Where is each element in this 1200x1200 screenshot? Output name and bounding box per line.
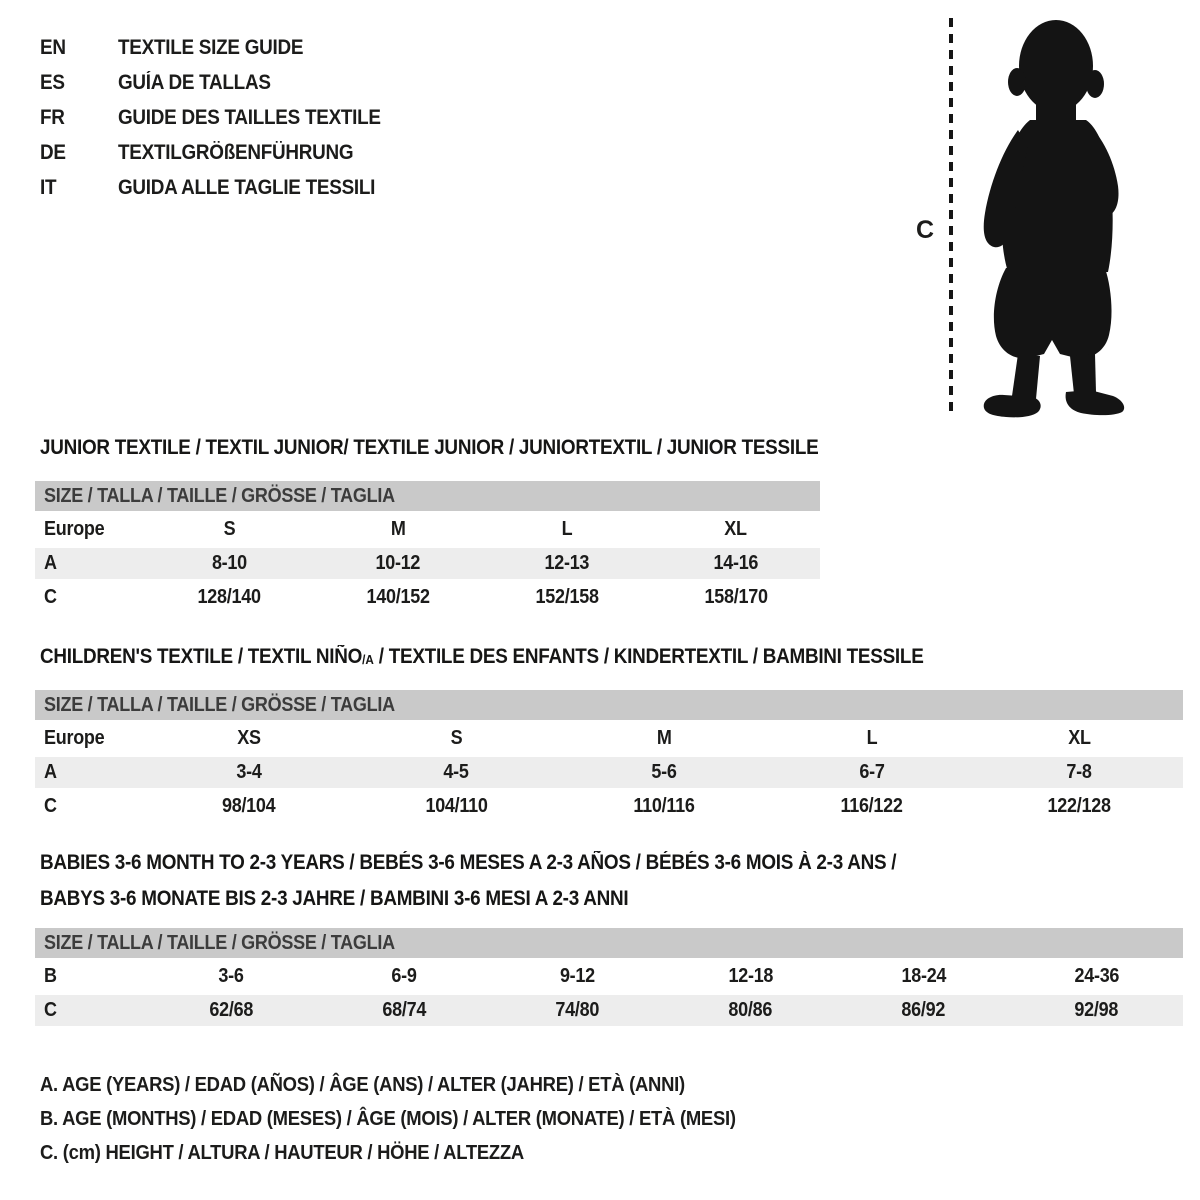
children-title-subscript: /A [362, 652, 374, 667]
cell: 12-18 [728, 965, 773, 987]
babies-size-header-text: SIZE / TALLA / TAILLE / GRÖSSE / TAGLIA [44, 932, 395, 954]
legend-height-cm-text: C. (cm) HEIGHT / ALTURA / HAUTEUR / HÖHE / ALTEZZA [40, 1141, 524, 1164]
language-row-fr [40, 100, 410, 135]
language-code-de: DE [40, 141, 66, 164]
children-section-title [40, 645, 1022, 672]
cell: 6-7 [858, 761, 885, 783]
babies-title-line1-text: BABIES 3-6 MONTH TO 2-3 YEARS / BEBÉS 3-6 MESES A 2-3 AÑOS / BÉBÉS 3-6 MOIS À 2-3 ANS / [40, 851, 897, 874]
cell: 9-12 [560, 965, 595, 987]
row-label: A [44, 552, 57, 574]
junior-section-title [40, 436, 905, 460]
junior-section-title-text: JUNIOR TEXTILE / TEXTIL JUNIOR/ TEXTILE JUNIOR / JUNIORTEXTIL / JUNIOR TESSILE [40, 436, 819, 459]
children-title-after: / TEXTILE DES ENFANTS / KINDERTEXTIL / BAMBINI TESSILE [373, 645, 924, 668]
cell: 24-36 [1074, 965, 1119, 987]
cell: XS [237, 727, 261, 749]
cell: 6-9 [391, 965, 418, 987]
language-code-it: IT [40, 176, 57, 199]
cell: 140/152 [366, 586, 430, 608]
cell: S [450, 727, 463, 749]
cell: 98/104 [222, 795, 276, 817]
cell: L [561, 518, 573, 540]
table-row-children-height [35, 791, 1183, 822]
guide-title-it: GUIDA ALLE TAGLIE TESSILI [118, 176, 376, 199]
children-size-header-bar [35, 690, 1183, 720]
legend-age-years [40, 1073, 757, 1097]
babies-size-header-bar [35, 928, 1183, 958]
language-code-fr: FR [40, 106, 65, 129]
cell: XL [724, 518, 747, 540]
cell: XL [1067, 727, 1091, 749]
cell: 128/140 [197, 586, 261, 608]
language-code-es: ES [40, 71, 65, 94]
cell: 68/74 [382, 999, 427, 1021]
children-size-table [35, 690, 1183, 822]
cell: 62/68 [209, 999, 254, 1021]
guide-title-es: GUÍA DE TALLAS [118, 71, 271, 94]
cell: 3-4 [236, 761, 262, 783]
table-row-babies-height [35, 995, 1183, 1026]
cell: 18-24 [901, 965, 946, 987]
language-row-es [40, 65, 410, 100]
cell: 80/86 [728, 999, 773, 1021]
cell: 104/110 [425, 795, 488, 817]
cell: 10-12 [375, 552, 421, 574]
babies-title-line2-text: BABYS 3-6 MONATE BIS 2-3 JAHRE / BAMBINI 3-6 MESI A 2-3 ANNI [40, 887, 629, 910]
cell: 4-5 [443, 761, 469, 783]
guide-title-fr: GUIDE DES TAILLES TEXTILE [118, 106, 381, 129]
cell: 122/128 [1047, 795, 1111, 817]
junior-size-header-text: SIZE / TALLA / TAILLE / GRÖSSE / TAGLIA [44, 485, 395, 507]
row-label: B [44, 965, 57, 987]
cell: 92/98 [1074, 999, 1119, 1021]
table-row-babies-months [35, 961, 1183, 992]
cell: 5-6 [651, 761, 677, 783]
language-row-it [40, 170, 410, 205]
cell: 158/170 [704, 586, 768, 608]
cell: 7-8 [1066, 761, 1092, 783]
row-label: Europe [44, 518, 105, 540]
cell: 116/122 [840, 795, 903, 817]
language-title-block [40, 30, 410, 205]
row-label: Europe [44, 727, 105, 749]
toddler-silhouette-figure [915, 12, 1145, 424]
table-row-junior-height [35, 582, 820, 613]
cell: 8-10 [211, 552, 247, 574]
legend-age-months-text: B. AGE (MONTHS) / EDAD (MESES) / ÂGE (MOIS) / ALTER (MONATE) / ETÀ (MESI) [40, 1107, 736, 1130]
guide-title-de: TEXTILGRÖßENFÜHRUNG [118, 141, 354, 164]
cell: 152/158 [535, 586, 599, 608]
language-code-en: EN [40, 36, 66, 59]
row-label: A [44, 761, 57, 783]
cell: 86/92 [901, 999, 946, 1021]
legend-age-months [40, 1107, 813, 1131]
guide-title-en: TEXTILE SIZE GUIDE [118, 36, 304, 59]
cell: 74/80 [555, 999, 600, 1021]
junior-size-table [35, 481, 820, 613]
cell: 110/116 [633, 795, 695, 817]
row-label: C [44, 586, 57, 608]
children-title-before: CHILDREN'S TEXTILE / TEXTIL NIÑO [40, 645, 363, 668]
cell: L [866, 727, 877, 749]
height-measure-label: C [915, 216, 935, 244]
legend-height-cm [40, 1141, 578, 1165]
babies-size-table [35, 928, 1183, 1026]
table-row-children-europe [35, 723, 1183, 754]
table-row-junior-age [35, 548, 820, 579]
row-label: C [44, 999, 57, 1021]
row-label: C [44, 795, 57, 817]
cell: 3-6 [218, 965, 245, 987]
legend-age-years-text: A. AGE (YEARS) / EDAD (AÑOS) / ÂGE (ANS) / ALTER (JAHRE) / ETÀ (ANNI) [40, 1073, 685, 1096]
junior-size-header-bar [35, 481, 820, 511]
cell: M [390, 518, 406, 540]
children-size-header-text: SIZE / TALLA / TAILLE / GRÖSSE / TAGLIA [44, 694, 395, 716]
babies-section-title-line1 [40, 851, 991, 875]
children-section-title-text [40, 645, 924, 672]
cell: 12-13 [544, 552, 590, 574]
table-row-children-age [35, 757, 1183, 788]
table-row-junior-europe [35, 514, 820, 545]
language-row-de [40, 135, 410, 170]
cell: M [656, 727, 672, 749]
babies-section-title-line2 [40, 887, 694, 911]
language-row-en [40, 30, 410, 65]
cell: S [223, 518, 236, 540]
toddler-silhouette [984, 20, 1124, 417]
cell: 14-16 [713, 552, 758, 574]
